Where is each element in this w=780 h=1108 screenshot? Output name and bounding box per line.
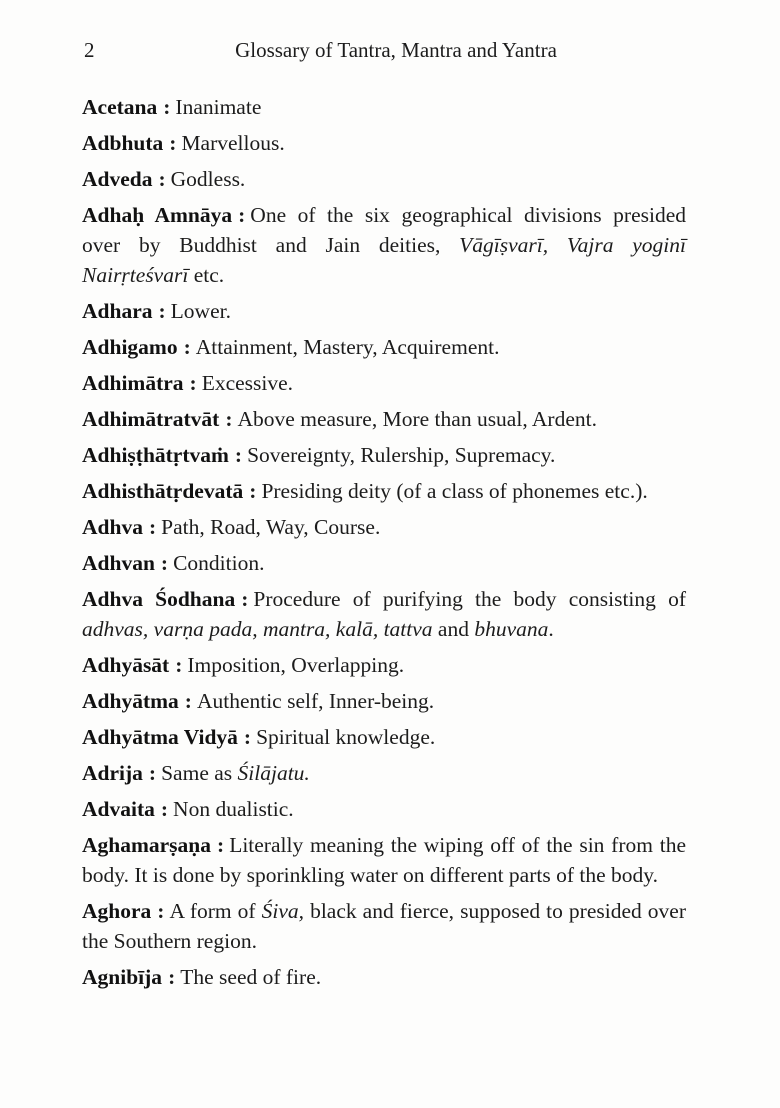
- entry-definition: [197, 689, 434, 713]
- glossary-entry: [82, 794, 686, 824]
- glossary-entry: [82, 404, 686, 434]
- glossary-entry: [82, 128, 686, 158]
- entry-term: Adrija: [82, 761, 143, 785]
- entry-separator: :: [148, 761, 157, 785]
- entry-separator: :: [189, 371, 197, 395]
- entry-definition: [261, 479, 647, 503]
- entry-term: Adhva Śodhana: [82, 587, 236, 611]
- entry-term: Adhimātratvāt: [82, 407, 220, 431]
- entry-definition: [247, 443, 555, 467]
- entry-definition: [238, 407, 597, 431]
- entry-definition: [171, 299, 231, 323]
- entry-term: Adhara: [82, 299, 153, 323]
- glossary-entry: [82, 758, 686, 788]
- entry-definition: [196, 335, 500, 359]
- definition-text: Condition.: [173, 551, 265, 575]
- entry-term: Adhyātma Vidyā: [82, 725, 238, 749]
- glossary-entry: [82, 896, 686, 956]
- glossary-entry: [82, 650, 686, 680]
- definition-italic-text: adhvas, varṇa pada, mantra, kalā, tattva: [82, 617, 433, 641]
- entry-term: Aghamarṣaṇa: [82, 833, 212, 857]
- definition-italic-text: Vāgīṣvarī, Vajra yoginī Nairṛteśvarī: [82, 233, 687, 287]
- definition-text: Sovereignty, Rulership, Supremacy.: [247, 443, 556, 467]
- entry-separator: :: [169, 131, 177, 155]
- entry-term: Adhaḥ Amnāya: [82, 203, 233, 227]
- definition-text: Inanimate: [175, 95, 262, 119]
- page-number: 2: [84, 38, 95, 62]
- definition-text: Attainment, Mastery, Acquirement.: [195, 335, 500, 359]
- entry-separator: :: [225, 407, 233, 431]
- entry-separator: :: [160, 551, 169, 575]
- glossary-entry: [82, 476, 686, 506]
- definition-text: black and fierce, supposed to presided over the Southern region.: [82, 899, 687, 953]
- entry-term: Aghora: [82, 899, 152, 923]
- glossary-entry: [82, 164, 686, 194]
- glossary-entry: [82, 296, 686, 326]
- definition-text: Non dualistic.: [173, 797, 294, 821]
- entry-term: Adbhuta: [82, 131, 164, 155]
- running-head: [84, 38, 688, 66]
- definition-text: The seed of fire.: [180, 965, 322, 989]
- entry-term: Advaita: [82, 797, 155, 821]
- glossary-entry: [82, 200, 686, 290]
- entry-term: Adhisthātṛdevatā: [82, 479, 244, 503]
- definition-text: Same as: [161, 761, 238, 785]
- entry-term: Agnibīja: [82, 965, 163, 989]
- entry-definition: [180, 965, 321, 989]
- definition-text: Marvellous.: [181, 131, 285, 155]
- entry-separator: :: [234, 443, 243, 467]
- entry-definition: [173, 797, 294, 821]
- entry-definition: [161, 515, 380, 539]
- definition-text: Lower.: [170, 299, 231, 323]
- entry-separator: :: [163, 95, 171, 119]
- entry-separator: :: [148, 515, 157, 539]
- glossary-list: [82, 92, 686, 998]
- definition-text: Godless.: [170, 167, 246, 191]
- definition-text: Spiritual knowledge.: [256, 725, 436, 749]
- entry-separator: :: [243, 725, 252, 749]
- definition-text: .: [548, 617, 554, 641]
- entry-separator: :: [217, 833, 225, 857]
- definition-text: Above measure, More than usual, Ardent.: [237, 407, 597, 431]
- entry-definition: [161, 761, 310, 785]
- entry-definition: [256, 725, 435, 749]
- entry-definition: [171, 167, 246, 191]
- definition-italic-text: Śiva,: [261, 899, 305, 923]
- glossary-entry: [82, 548, 686, 578]
- definition-text: One of the six geographical divisions presided over by Buddhist and Jain deities,: [82, 203, 686, 257]
- definition-text: Excessive.: [201, 371, 294, 395]
- entry-separator: :: [158, 299, 166, 323]
- glossary-entry: [82, 962, 686, 992]
- entry-separator: :: [158, 167, 166, 191]
- glossary-entry: [82, 584, 686, 644]
- entry-separator: :: [249, 479, 257, 503]
- entry-separator: :: [238, 203, 246, 227]
- entry-term: Acetana: [82, 95, 158, 119]
- definition-italic-text: Śilājatu.: [237, 761, 310, 785]
- glossary-entry: [82, 332, 686, 362]
- entry-term: Adhva: [82, 515, 143, 539]
- definition-text: Literally meaning the wiping off of the sin from the body. It is done by sporinkling water on different parts of the body.: [82, 833, 686, 887]
- definition-text: and: [432, 617, 475, 641]
- entry-term: Adhvan: [82, 551, 155, 575]
- entry-separator: :: [160, 797, 169, 821]
- entry-separator: :: [184, 689, 192, 713]
- glossary-entry: [82, 722, 686, 752]
- book-title: Glossary of Tantra, Mantra and Yantra: [235, 38, 557, 62]
- entry-separator: :: [241, 587, 249, 611]
- entry-separator: :: [157, 899, 165, 923]
- entry-term: Adveda: [82, 167, 153, 191]
- entry-definition: [181, 131, 284, 155]
- definition-text: Path, Road, Way, Course.: [161, 515, 381, 539]
- definition-text: Authentic self, Inner-being.: [196, 689, 435, 713]
- entry-definition: [175, 95, 261, 119]
- definition-text: Presiding deity (of a class of phonemes etc.).: [261, 479, 648, 503]
- definition-text: Imposition, Overlapping.: [187, 653, 405, 677]
- definition-text: Procedure of purifying the body consisting of: [253, 587, 686, 611]
- definition-text: A form of: [169, 899, 262, 923]
- entry-term: Adhyātma: [82, 689, 179, 713]
- glossary-entry: [82, 686, 686, 716]
- entry-definition: [82, 899, 686, 953]
- entry-term: Adhimātra: [82, 371, 184, 395]
- entry-definition: [173, 551, 264, 575]
- entry-term: Adhiṣṭhātṛtvaṁ: [82, 443, 229, 467]
- definition-text: etc.: [188, 263, 225, 287]
- entry-separator: :: [168, 965, 176, 989]
- glossary-entry: [82, 368, 686, 398]
- entry-separator: :: [183, 335, 191, 359]
- entry-separator: :: [175, 653, 183, 677]
- glossary-entry: [82, 440, 686, 470]
- glossary-entry: [82, 512, 686, 542]
- glossary-entry: [82, 830, 686, 890]
- definition-italic-text: bhuvana: [474, 617, 549, 641]
- entry-definition: [187, 653, 404, 677]
- entry-definition: [202, 371, 293, 395]
- entry-term: Adhyāsāt: [82, 653, 170, 677]
- glossary-entry: [82, 92, 686, 122]
- entry-term: Adhigamo: [82, 335, 178, 359]
